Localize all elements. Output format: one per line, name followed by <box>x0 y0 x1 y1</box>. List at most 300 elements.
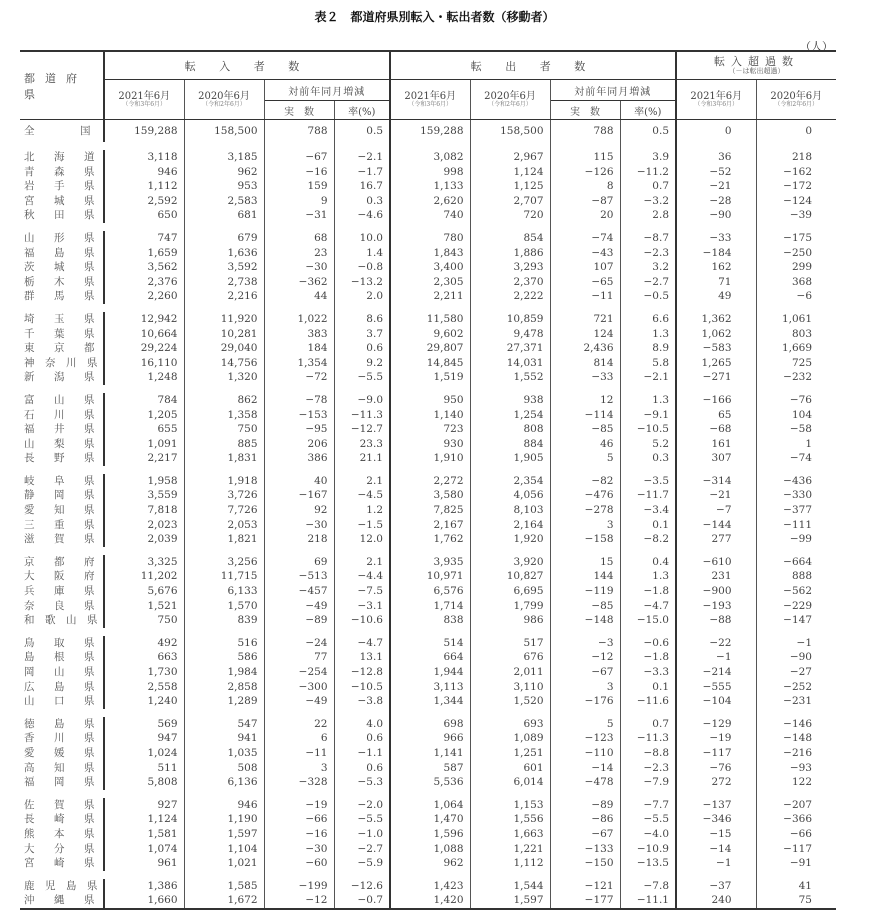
prefecture-name: 大 阪 府 <box>20 569 104 584</box>
in-2020-cell: 14,756 <box>184 356 264 371</box>
net-2020-cell: 0 <box>805 125 812 137</box>
out-2021-cell: 11,580 <box>390 312 470 327</box>
in-diff-cell: 206 <box>264 437 334 452</box>
in-2021-cell: 2,217 <box>104 451 184 466</box>
table-row <box>20 798 836 813</box>
net-2021-cell: 162 <box>676 260 756 275</box>
out-diff-cell: 5 <box>550 717 620 732</box>
net-2020-cell: −377 <box>783 504 812 517</box>
out-2021-cell: 1,088 <box>390 842 470 857</box>
in-diff-cell: −328 <box>264 775 334 790</box>
out-2021-cell: 2,305 <box>390 275 470 290</box>
in-rate-cell: 1.4 <box>334 246 390 261</box>
net-2020-cell: −146 <box>783 717 812 730</box>
in-2021-cell: 5,676 <box>104 584 184 599</box>
in-2021-cell: 1,386 <box>104 879 184 894</box>
prefecture-name: 青 森 県 <box>20 165 104 180</box>
out-diff-cell: 5 <box>550 451 620 466</box>
prefecture-name: 北 海 道 <box>20 150 104 165</box>
out-2021-cell: 7,825 <box>390 503 470 518</box>
out-diff-cell: −148 <box>550 613 620 628</box>
out-diff-cell: −33 <box>550 370 620 385</box>
header-out-2020: 2020年6月 （令和2年6月） <box>470 80 550 120</box>
in-2020-cell: 1,021 <box>184 856 264 871</box>
net-2021-cell: −22 <box>676 636 756 651</box>
out-2020-cell: 1,251 <box>470 746 550 761</box>
in-rate-cell: 16.7 <box>334 179 390 194</box>
table-row <box>20 312 836 327</box>
out-diff-cell: −3 <box>550 636 620 651</box>
out-diff-cell: 46 <box>550 437 620 452</box>
in-2021-cell: 1,091 <box>104 437 184 452</box>
net-2021-cell: −68 <box>676 422 756 437</box>
net-2020-cell: −172 <box>783 180 812 193</box>
prefecture-name: 石 川 県 <box>20 408 104 423</box>
prefecture-name: 佐 賀 県 <box>20 798 104 813</box>
in-rate-cell: −7.5 <box>334 584 390 599</box>
out-2021-cell: 29,807 <box>390 341 470 356</box>
net-2021-cell: −104 <box>676 694 756 709</box>
in-2020-cell: 2,053 <box>184 518 264 533</box>
out-rate-cell: 3.2 <box>620 260 676 275</box>
net-2020-cell: −39 <box>789 209 812 222</box>
prefecture-name: 東 京 都 <box>20 341 104 356</box>
in-diff-cell: −457 <box>264 584 334 599</box>
out-diff-cell: −150 <box>550 856 620 871</box>
net-2020-cell: 122 <box>791 776 812 789</box>
out-2020-cell: 517 <box>470 636 550 651</box>
out-diff-cell: 115 <box>550 150 620 165</box>
out-diff-cell: 2,436 <box>550 341 620 356</box>
out-rate-cell: 1.3 <box>620 393 676 408</box>
table-row <box>20 246 836 261</box>
out-rate-cell: 0.3 <box>620 451 676 466</box>
out-2021-cell: 1,519 <box>390 370 470 385</box>
in-diff-cell: −300 <box>264 680 334 695</box>
prefecture-name: 秋 田 県 <box>20 208 104 223</box>
out-rate-cell: −15.0 <box>620 613 676 628</box>
out-diff-cell: −177 <box>550 893 620 909</box>
in-2020-cell: 158,500 <box>184 120 264 143</box>
out-diff-cell: −476 <box>550 488 620 503</box>
in-diff-cell: −16 <box>264 827 334 842</box>
out-rate-cell: −1.8 <box>620 584 676 599</box>
prefecture-name: 埼 玉 県 <box>20 312 104 327</box>
prefecture-name: 鳥 取 県 <box>20 636 104 651</box>
out-diff-cell: 124 <box>550 327 620 342</box>
net-2021-cell: −15 <box>676 827 756 842</box>
out-2020-cell: 1,153 <box>470 798 550 813</box>
in-rate-cell: 23.3 <box>334 437 390 452</box>
unit-label: （人） <box>800 40 833 53</box>
net-2020-cell: 888 <box>791 570 812 583</box>
group-spacer <box>20 142 836 150</box>
prefecture-name: 兵 庫 県 <box>20 584 104 599</box>
out-2021-cell: 723 <box>390 422 470 437</box>
out-rate-cell: −8.7 <box>620 231 676 246</box>
out-rate-cell: −11.7 <box>620 488 676 503</box>
out-2020-cell: 693 <box>470 717 550 732</box>
in-diff-cell: −72 <box>264 370 334 385</box>
table-row <box>20 260 836 275</box>
out-2021-cell: 780 <box>390 231 470 246</box>
net-2020-cell: −664 <box>783 555 812 568</box>
net-2021-cell: −271 <box>676 370 756 385</box>
out-diff-cell: 8 <box>550 179 620 194</box>
header-in-yoy: 対前年同月増減 <box>264 80 390 101</box>
out-2020-cell: 986 <box>470 613 550 628</box>
net-2020-cell: −231 <box>783 695 812 708</box>
net-2020-cell: −111 <box>783 518 812 531</box>
prefecture-name: 滋 賀 県 <box>20 532 104 547</box>
header-out-rate: 率(%) <box>620 101 676 120</box>
in-diff-cell: −11 <box>264 746 334 761</box>
in-2020-cell: 1,831 <box>184 451 264 466</box>
table-row <box>20 370 836 385</box>
prefecture-name: 山 梨 県 <box>20 437 104 452</box>
in-2020-cell: 953 <box>184 179 264 194</box>
table-row <box>20 503 836 518</box>
in-rate-cell: −0.7 <box>334 893 390 909</box>
out-diff-cell: −89 <box>550 798 620 813</box>
out-2020-cell: 2,707 <box>470 194 550 209</box>
in-diff-cell: 383 <box>264 327 334 342</box>
out-rate-cell: −2.3 <box>620 761 676 776</box>
in-diff-cell: 159 <box>264 179 334 194</box>
header-out-yoy: 対前年同月増減 <box>550 80 676 101</box>
prefecture-name: 山 口 県 <box>20 694 104 709</box>
in-rate-cell: −12.6 <box>334 879 390 894</box>
out-2020-cell: 1,254 <box>470 408 550 423</box>
out-diff-cell: −12 <box>550 650 620 665</box>
out-rate-cell: −7.9 <box>620 775 676 790</box>
net-2020-cell: −124 <box>783 194 812 207</box>
in-2020-cell: 1,570 <box>184 599 264 614</box>
in-diff-cell: 1,354 <box>264 356 334 371</box>
in-rate-cell: 0.5 <box>334 120 390 143</box>
out-rate-cell: −13.5 <box>620 856 676 871</box>
out-2021-cell: 950 <box>390 393 470 408</box>
prefecture-name: 栃 木 県 <box>20 275 104 290</box>
prefecture-name: 宮 城 県 <box>20 194 104 209</box>
net-2020-cell: 1 <box>805 437 812 450</box>
out-diff-cell: −121 <box>550 879 620 894</box>
in-diff-cell: −12 <box>264 893 334 909</box>
in-2021-cell: 511 <box>104 761 184 776</box>
out-rate-cell: 0.7 <box>620 717 676 732</box>
out-2021-cell: 1,944 <box>390 665 470 680</box>
net-2021-cell: −1 <box>676 856 756 871</box>
out-2020-cell: 938 <box>470 393 550 408</box>
in-2021-cell: 3,118 <box>104 150 184 165</box>
out-rate-cell: 0.5 <box>620 120 676 143</box>
in-2021-cell: 650 <box>104 208 184 223</box>
prefecture-name: 徳 島 県 <box>20 717 104 732</box>
out-diff-cell: −478 <box>550 775 620 790</box>
out-diff-cell: −85 <box>550 599 620 614</box>
out-2021-cell: 3,082 <box>390 150 470 165</box>
in-diff-cell: 77 <box>264 650 334 665</box>
out-2020-cell: 10,859 <box>470 312 550 327</box>
out-2020-cell: 1,920 <box>470 532 550 547</box>
out-2020-cell: 1,597 <box>470 893 550 909</box>
header-in-movers: 転 入 者 数 <box>104 51 390 80</box>
group-spacer <box>20 466 836 474</box>
net-2020-cell: −207 <box>783 798 812 811</box>
net-2021-cell: −19 <box>676 731 756 746</box>
net-2021-cell: −144 <box>676 518 756 533</box>
header-in-rate: 率(%) <box>334 101 390 120</box>
net-2020-cell: 368 <box>791 275 812 288</box>
table-row <box>20 341 836 356</box>
prefecture-name: 新 潟 県 <box>20 370 104 385</box>
table-row <box>20 208 836 223</box>
table-row <box>20 451 836 466</box>
net-2020-cell: −232 <box>783 371 812 384</box>
in-2020-cell: 679 <box>184 231 264 246</box>
out-2021-cell: 1,596 <box>390 827 470 842</box>
in-rate-cell: −11.3 <box>334 408 390 423</box>
in-2021-cell: 2,023 <box>104 518 184 533</box>
out-2020-cell: 1,089 <box>470 731 550 746</box>
net-2021-cell: −193 <box>676 599 756 614</box>
net-2021-cell: 307 <box>676 451 756 466</box>
net-2020-cell: −229 <box>783 599 812 612</box>
in-diff-cell: −30 <box>264 842 334 857</box>
migration-table <box>20 50 836 910</box>
net-2021-cell: −137 <box>676 798 756 813</box>
in-2021-cell: 2,592 <box>104 194 184 209</box>
out-2020-cell: 1,520 <box>470 694 550 709</box>
out-2021-cell: 2,167 <box>390 518 470 533</box>
out-2020-cell: 3,110 <box>470 680 550 695</box>
in-rate-cell: 10.0 <box>334 231 390 246</box>
out-2020-cell: 2,164 <box>470 518 550 533</box>
prefecture-name: 長 野 県 <box>20 451 104 466</box>
net-2021-cell: −21 <box>676 488 756 503</box>
in-diff-cell: −49 <box>264 694 334 709</box>
in-diff-cell: −362 <box>264 275 334 290</box>
table-row <box>20 842 836 857</box>
out-2021-cell: 1,714 <box>390 599 470 614</box>
net-2021-cell: −555 <box>676 680 756 695</box>
prefecture-name: 神 奈 川 県 <box>20 356 104 371</box>
net-2021-cell: −184 <box>676 246 756 261</box>
table-row <box>20 694 836 709</box>
out-diff-cell: −65 <box>550 275 620 290</box>
table-row <box>20 599 836 614</box>
net-2020-cell: −99 <box>789 533 812 546</box>
in-diff-cell: 69 <box>264 555 334 570</box>
out-2020-cell: 1,112 <box>470 856 550 871</box>
in-rate-cell: −13.2 <box>334 275 390 290</box>
in-2021-cell: 1,240 <box>104 694 184 709</box>
net-2020-cell: −93 <box>789 761 812 774</box>
net-2020-cell: −58 <box>789 423 812 436</box>
out-2021-cell: 1,420 <box>390 893 470 909</box>
table-row <box>20 746 836 761</box>
out-2021-cell: 664 <box>390 650 470 665</box>
in-2020-cell: 29,040 <box>184 341 264 356</box>
net-2020-cell: 75 <box>756 893 836 909</box>
out-diff-cell: −123 <box>550 731 620 746</box>
out-2021-cell: 2,211 <box>390 289 470 304</box>
out-2020-cell: 2,967 <box>470 150 550 165</box>
out-rate-cell: 0.7 <box>620 179 676 194</box>
in-2021-cell: 927 <box>104 798 184 813</box>
out-2021-cell: 1,064 <box>390 798 470 813</box>
net-2020-cell: 803 <box>791 327 812 340</box>
in-2021-cell: 11,202 <box>104 569 184 584</box>
out-rate-cell: −8.2 <box>620 532 676 547</box>
out-rate-cell: −3.3 <box>620 665 676 680</box>
net-2021-cell: 161 <box>676 437 756 452</box>
in-2020-cell: 1,918 <box>184 474 264 489</box>
out-rate-cell: 6.6 <box>620 312 676 327</box>
in-rate-cell: −4.7 <box>334 636 390 651</box>
group-spacer <box>20 223 836 231</box>
net-2021-cell: −166 <box>676 393 756 408</box>
net-2020-cell: 1,669 <box>781 342 812 355</box>
in-diff-cell: −167 <box>264 488 334 503</box>
in-diff-cell: −513 <box>264 569 334 584</box>
out-2020-cell: 1,221 <box>470 842 550 857</box>
out-2021-cell: 930 <box>390 437 470 452</box>
out-rate-cell: −0.5 <box>620 289 676 304</box>
net-2020-cell: 104 <box>791 408 812 421</box>
out-rate-cell: −11.2 <box>620 165 676 180</box>
in-rate-cell: 4.0 <box>334 717 390 732</box>
prefecture-name: 岡 山 県 <box>20 665 104 680</box>
net-2021-cell: 1,062 <box>676 327 756 342</box>
in-rate-cell: 0.6 <box>334 731 390 746</box>
out-2020-cell: 601 <box>470 761 550 776</box>
out-2021-cell: 1,910 <box>390 451 470 466</box>
out-diff-cell: 12 <box>550 393 620 408</box>
in-rate-cell: 1.2 <box>334 503 390 518</box>
prefecture-name: 群 馬 県 <box>20 289 104 304</box>
in-2021-cell: 784 <box>104 393 184 408</box>
in-rate-cell: −2.7 <box>334 842 390 857</box>
out-2021-cell: 1,140 <box>390 408 470 423</box>
table-row <box>20 289 836 304</box>
net-2021-cell: 36 <box>676 150 756 165</box>
out-diff-cell: −14 <box>550 761 620 776</box>
table-row <box>20 356 836 371</box>
national-total-row <box>20 120 836 143</box>
in-2021-cell: 1,730 <box>104 665 184 680</box>
out-rate-cell: −2.7 <box>620 275 676 290</box>
out-2021-cell: 966 <box>390 731 470 746</box>
net-2021-cell: −117 <box>676 746 756 761</box>
out-2020-cell: 1,799 <box>470 599 550 614</box>
out-2020-cell: 2,370 <box>470 275 550 290</box>
in-2020-cell: 1,035 <box>184 746 264 761</box>
out-rate-cell: −11.6 <box>620 694 676 709</box>
table-row <box>20 231 836 246</box>
out-diff-cell: −278 <box>550 503 620 518</box>
net-2020-cell: −175 <box>783 231 812 244</box>
in-rate-cell: −2.1 <box>334 150 390 165</box>
out-rate-cell: −8.8 <box>620 746 676 761</box>
net-2021-cell: −7 <box>676 503 756 518</box>
net-2020-cell: 41 <box>798 879 812 892</box>
out-diff-cell: −43 <box>550 246 620 261</box>
group-spacer <box>20 628 836 636</box>
in-rate-cell: −1.1 <box>334 746 390 761</box>
table-row <box>20 532 836 547</box>
net-2020-cell: −66 <box>789 827 812 840</box>
prefecture-name: 岐 阜 県 <box>20 474 104 489</box>
in-rate-cell: −4.6 <box>334 208 390 223</box>
prefecture-name: 京 都 府 <box>20 555 104 570</box>
table-title: 表２ 都道府県別転入・転出者数（移動者） <box>314 10 555 24</box>
net-2020-cell: −148 <box>783 732 812 745</box>
table-row <box>20 893 836 909</box>
in-2020-cell: 516 <box>184 636 264 651</box>
in-2021-cell: 12,942 <box>104 312 184 327</box>
net-2020-cell: 1,061 <box>781 312 812 325</box>
in-2020-cell: 547 <box>184 717 264 732</box>
out-2020-cell: 1,125 <box>470 179 550 194</box>
table-row <box>20 474 836 489</box>
in-rate-cell: 0.6 <box>334 761 390 776</box>
out-rate-cell: −0.6 <box>620 636 676 651</box>
prefecture-name: 沖 縄 県 <box>20 893 104 909</box>
out-2020-cell: 158,500 <box>470 120 550 143</box>
out-diff-cell: 144 <box>550 569 620 584</box>
in-2021-cell: 2,039 <box>104 532 184 547</box>
net-2020-cell: −162 <box>783 165 812 178</box>
net-2021-cell: −610 <box>676 555 756 570</box>
out-rate-cell: 1.3 <box>620 327 676 342</box>
out-2020-cell: 808 <box>470 422 550 437</box>
out-diff-cell: 3 <box>550 680 620 695</box>
in-rate-cell: −1.0 <box>334 827 390 842</box>
out-rate-cell: −10.9 <box>620 842 676 857</box>
out-2021-cell: 9,602 <box>390 327 470 342</box>
in-diff-cell: 386 <box>264 451 334 466</box>
out-2021-cell: 159,288 <box>390 120 470 143</box>
in-rate-cell: −4.5 <box>334 488 390 503</box>
out-2020-cell: 854 <box>470 231 550 246</box>
header-out-actual: 実 数 <box>550 101 620 120</box>
in-2021-cell: 29,224 <box>104 341 184 356</box>
in-2020-cell: 2,216 <box>184 289 264 304</box>
in-2020-cell: 11,715 <box>184 569 264 584</box>
out-diff-cell: −133 <box>550 842 620 857</box>
out-rate-cell: −7.7 <box>620 798 676 813</box>
in-rate-cell: 2.1 <box>334 555 390 570</box>
in-diff-cell: 92 <box>264 503 334 518</box>
net-2021-cell: −346 <box>676 812 756 827</box>
in-diff-cell: 184 <box>264 341 334 356</box>
in-2020-cell: 3,592 <box>184 260 264 275</box>
prefecture-name: 鹿 児 島 県 <box>20 879 104 894</box>
out-diff-cell: −11 <box>550 289 620 304</box>
header-out-2021: 2021年6月 （令和3年6月） <box>390 80 470 120</box>
out-2021-cell: 514 <box>390 636 470 651</box>
out-2021-cell: 3,935 <box>390 555 470 570</box>
out-2020-cell: 720 <box>470 208 550 223</box>
in-2020-cell: 885 <box>184 437 264 452</box>
net-2021-cell: −33 <box>676 231 756 246</box>
in-2020-cell: 1,984 <box>184 665 264 680</box>
in-rate-cell: −5.3 <box>334 775 390 790</box>
out-2021-cell: 998 <box>390 165 470 180</box>
net-2021-cell: 240 <box>676 893 756 909</box>
out-2020-cell: 6,695 <box>470 584 550 599</box>
